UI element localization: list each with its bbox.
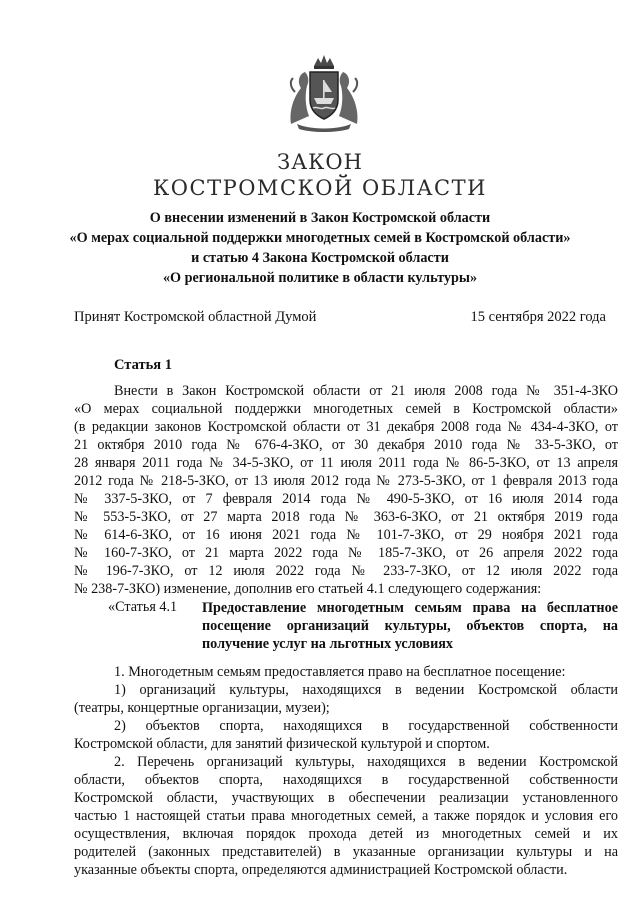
body-text-line: родителей (законных представителей) в указанные организации культуры и на	[74, 844, 618, 860]
law-heading-line: «О мерах социальной поддержки многодетных семей в Костромской области»	[69, 230, 571, 246]
law-heading-line: О внесении изменений в Закон Костромской области	[149, 210, 491, 226]
body-text-line: 2. Перечень организаций культуры, находящихся в ведении Костромской	[114, 754, 618, 770]
article-4-1-label: «Статья 4.1	[108, 599, 178, 615]
body-text-line: Костромской области, участвующих в обеспечении реализации установленного	[74, 790, 618, 806]
law-heading-line: «О региональной политике в области культуры»	[162, 270, 478, 286]
adopted-by: Принят Костромской областной Думой	[74, 309, 317, 325]
article-1-text-line: 21 октября 2010 года № 676-4-ЗКО, от 30 декабря 2010 года № 33-5-ЗКО, от	[74, 437, 618, 453]
law-title-line2: КОСТРОМСКОЙ ОБЛАСТИ	[153, 176, 487, 200]
law-heading-line: и статью 4 Закона Костромской области	[191, 250, 449, 266]
article-1-text-line: № 553-5-ЗКО, от 27 марта 2018 года № 363-6-ЗКО, от 21 октября 2019 года	[74, 509, 618, 525]
article-4-1-title-line: посещение организаций культуры, объектов спорта, на	[202, 618, 618, 634]
article-1-text-line: 28 января 2011 года № 34-5-ЗКО, от 11 июля 2011 года № 86-5-ЗКО, от 13 апреля	[74, 455, 618, 471]
body-text-line: осуществления, включая порядок прохода детей из многодетных семей и их	[74, 826, 618, 842]
article-1-title: Статья 1	[114, 357, 172, 373]
body-text-line: 1) организаций культуры, находящихся в ведении Костромской области	[114, 682, 618, 698]
article-1-text-line: № 238-7-ЗКО) изменение, дополнив его статьей 4.1 следующего содержания:	[74, 581, 542, 597]
body-text-line: Костромской области, для занятий физической культурой и спортом.	[74, 736, 490, 752]
article-1-text-line: № 160-7-ЗКО, от 21 марта 2022 года № 185-7-ЗКО, от 26 апреля 2022 года	[74, 545, 618, 561]
body-text-line: 2) объектов спорта, находящихся в государственной собственности	[114, 718, 618, 734]
body-text-line: указанные объекты спорта, определяются администрацией Костромской области.	[74, 862, 568, 878]
article-1-text-line: 2012 года № 218-5-ЗКО, от 13 июля 2012 года № 273-5-ЗКО, от 1 февраля 2013 года	[74, 473, 618, 489]
article-1-text-line: № 196-7-ЗКО, от 12 июля 2022 года № 233-7-ЗКО, от 12 июля 2022 года	[74, 563, 618, 579]
article-1-text-line: № 337-5-ЗКО, от 7 февраля 2014 года № 490-5-ЗКО, от 16 июля 2014 года	[74, 491, 618, 507]
article-1-text-line: № 614-6-ЗКО, от 16 июня 2021 года № 101-7-ЗКО, от 29 ноября 2021 года	[74, 527, 618, 543]
article-1-text-line: «О мерах социальной поддержки многодетных семей в Костромской области»	[74, 401, 618, 417]
kostroma-coat-of-arms-icon	[283, 52, 365, 134]
adopted-date: 15 сентября 2022 года	[470, 309, 606, 325]
article-4-1-title-line: Предоставление многодетным семьям права на бесплатное	[202, 600, 618, 616]
body-text-line: 1. Многодетным семьям предоставляется право на бесплатное посещение:	[114, 664, 566, 680]
article-1-text-line: (в редакции законов Костромской области от 31 декабря 2008 года № 434-4-ЗКО, от	[74, 419, 618, 435]
article-1-text-line: Внести в Закон Костромской области от 21 июля 2008 года № 351-4-ЗКО	[114, 383, 618, 399]
body-text-line: частью 1 настоящей статьи права многодетных семей, а также порядок и условия его	[74, 808, 618, 824]
body-text-line: (театры, концертные организации, музеи);	[74, 700, 330, 716]
law-title-line1: ЗАКОН	[277, 150, 363, 174]
article-4-1-title-line: получение услуг на льготных условиях	[202, 636, 454, 652]
body-text-line: области, объектов спорта, находящихся в государственной собственности	[74, 772, 618, 788]
